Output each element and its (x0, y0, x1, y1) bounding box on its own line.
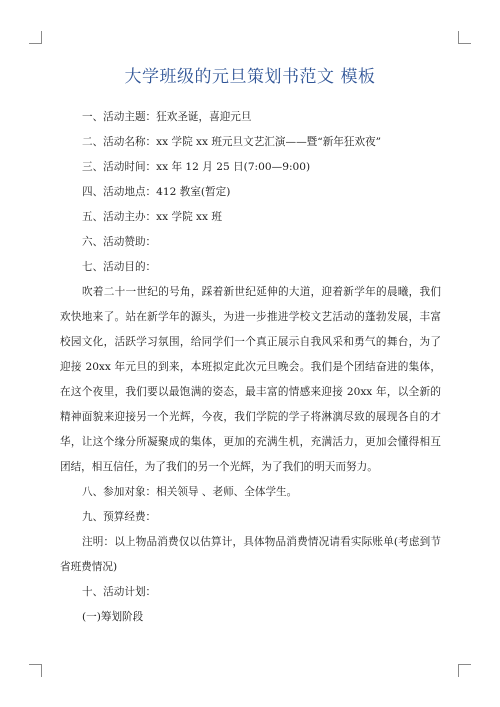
corner-mark-bottom-right (458, 664, 471, 677)
budget-note: 注明：以上物品消费仅以估算计，具体物品消费情况请看实际账单(考虑到节省班费情况) (60, 536, 441, 573)
activity-purpose-heading: 七、活动目的： (82, 261, 157, 273)
document-body (60, 105, 441, 630)
activity-purpose-paragraph: 吹着二十一世纪的号角，踩着新世纪延伸的大道，迎着新学年的晨曦，我们欢快地来了。站在新学年的源头，为进一步推进学校文艺活动的蓬勃发展，丰富校园文化，活跃学习氛围，给同学们一个真正展示自我风采和勇气的舞台，为了迎接 20xx 年元旦的到来，本班拟定此次元旦晚会。我们是个团结奋进的集体，在这个夜里，我们要以最饱满的姿态，最丰富的情感来迎接 20xx 年，以全新的精神面貌来迎接另一个光辉，今夜，我们学院的学子将淋漓尽致的展现各自的才华，让这个缘分所凝聚成的集体，更加的充满生机，充满活力，更加会懂得相互团结，相互信任，为了我们的另一个光辉，为了我们的明天而努力。 (60, 286, 441, 473)
activity-location: 四、活动地点：412 教室(暂定) (82, 186, 231, 198)
budget-heading: 九、预算经费： (82, 511, 157, 523)
activity-name: 二、活动名称：xx 学院 xx 班元旦文艺汇演——暨“新年狂欢夜” (82, 136, 382, 148)
participants: 八、参加对象：相关领导 、老师、全体学生。 (82, 486, 298, 498)
document-title: 大学班级的元旦策划书范文 模板 (124, 67, 376, 87)
corner-mark-bottom-left (29, 664, 42, 677)
corner-mark-top-right (458, 31, 471, 44)
plan-stage-1: (一)筹划阶段 (82, 611, 144, 623)
plan-heading: 十、活动计划： (82, 586, 157, 598)
activity-time: 三、活动时间：xx 年 12 月 25 日(7:00—9:00) (82, 161, 311, 173)
activity-organizer: 五、活动主办：xx 学院 xx 班 (82, 211, 222, 223)
activity-theme: 一、活动主题：狂欢圣诞，喜迎元旦 (82, 111, 252, 123)
corner-mark-top-left (29, 31, 42, 44)
activity-sponsor: 六、活动赞助： (82, 236, 157, 248)
